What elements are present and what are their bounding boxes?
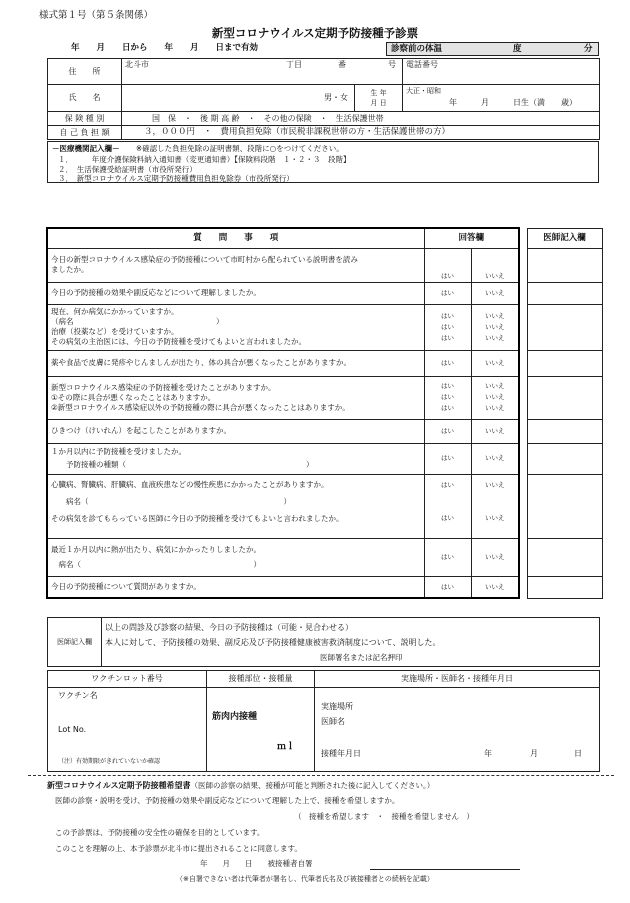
question-3-line: （病名 ） (51, 317, 224, 326)
q5-no-label[interactable]: いいえ (485, 382, 505, 390)
question-column-header: 質 問 事 項 (47, 228, 424, 248)
question-10 (47, 576, 424, 598)
medical-box-note: ※確認した負担免除の証明書類、段階に○をつけてください。 (135, 144, 344, 153)
q3-yes-label[interactable]: はい (441, 333, 454, 342)
q4-yes[interactable]: はい (424, 350, 471, 376)
question-2-line: 今日の予防接種の効果や副反応などについて理解しましたか。 (51, 288, 261, 297)
vaccine-lot-cell[interactable] (48, 688, 207, 772)
column-gap (519, 538, 527, 576)
question-8 (47, 474, 424, 538)
q6-no[interactable]: いいえ (471, 419, 519, 443)
q3-no-label[interactable]: いいえ (485, 322, 505, 331)
personal-info-table (47, 58, 600, 140)
signature-underline[interactable] (370, 869, 520, 870)
address-chome: 丁目 (286, 60, 302, 69)
q7-yes[interactable]: はい (424, 443, 471, 474)
dob-field[interactable] (403, 85, 600, 112)
q2-doctor-cell[interactable] (527, 282, 602, 304)
phone-field[interactable] (403, 59, 600, 85)
consent-agreement: このことを理解の上、本予診票が北斗市に提出されることに同意します。 (55, 844, 302, 853)
q3-no-label[interactable]: いいえ (485, 311, 505, 320)
q9-yes[interactable]: はい (424, 538, 471, 576)
q10-doctor-cell[interactable] (527, 576, 602, 598)
q1-yes[interactable]: はい (424, 248, 471, 282)
name-field[interactable] (122, 85, 355, 112)
consent-question: 医師の診察・説明を受け、予防接種の効果や副反応などについて理解した上で、接種を希望しますか。 (55, 796, 400, 805)
q1-no[interactable]: いいえ (471, 248, 519, 282)
column-gap (519, 419, 527, 443)
question-7-line: １か月以内に予防接種を受けましたか。 (51, 447, 186, 456)
dob-format: 年 月 日生（満 歳） (449, 98, 577, 107)
question-7 (47, 443, 424, 474)
question-5-line: ①その際に具合が悪くなったことはありますか。 (51, 392, 216, 402)
doctor-section-label: 医師記入欄 (48, 618, 102, 667)
doctor-explanation: 本人に対して、予防接種の効果、副反応及び予防接種健康被害救済制度について、説明した。 (105, 638, 441, 647)
q5-no-label[interactable]: いいえ (485, 393, 505, 401)
doctor-signature-label: 医師署名または記名押印 (320, 653, 403, 662)
question-1-line: ましたか。 (51, 265, 89, 274)
q2-no[interactable]: いいえ (471, 282, 519, 304)
page-title: 新型コロナウイルス定期予防接種予診票 (211, 26, 419, 40)
dose-unit: ｍｌ (277, 742, 296, 752)
dob-label (355, 85, 403, 112)
q8-yes-label[interactable]: はい (441, 480, 454, 489)
question-7-line: 予防接種の種類（ ） (51, 460, 314, 469)
q8-yes[interactable] (424, 474, 471, 538)
medical-institution-box (47, 141, 599, 183)
proxy-note: （※自署できない者は代筆者が署名し、代筆者氏名及び被接種者との続柄を記載） (176, 875, 434, 883)
column-gap (519, 304, 527, 350)
q5-yes-label[interactable]: はい (441, 382, 454, 390)
question-3-line: 治療（投薬など）を受けていますか。 (51, 327, 179, 336)
doctor-column-header: 医師記入欄 (527, 228, 602, 248)
vaccine-table (47, 670, 600, 772)
vaccination-date-label: 接種年月日 (321, 749, 361, 758)
q5-doctor-cell[interactable] (527, 376, 602, 419)
temperature-label: 診察前の体温 (391, 44, 443, 54)
address-field[interactable] (122, 59, 403, 85)
question-1 (47, 248, 424, 282)
place-column-header: 実施場所・医師名・接種年月日 (315, 671, 600, 688)
q3-no[interactable] (471, 304, 519, 350)
question-4-line: 薬や食品で皮膚に発疹やじんましんが出たり、体の具合が悪くなったことがありますか。 (51, 358, 351, 367)
q3-yes-label[interactable]: はい (441, 322, 454, 331)
question-10-line: 今日の予防接種について質問がありますか。 (51, 581, 201, 591)
column-gap (519, 228, 527, 248)
questionnaire-table (46, 227, 603, 599)
phone-label: 電話番号 (406, 60, 438, 69)
q5-no-label[interactable]: いいえ (485, 404, 505, 412)
question-5 (47, 376, 424, 419)
question-8-line: 心臓病、腎臓病、肝臓病、血液疾患などの慢性疾患にかかったことがありますか。 (51, 479, 329, 489)
q3-doctor-cell[interactable] (527, 304, 602, 350)
address-go: 号 (388, 60, 396, 69)
temperature-box[interactable] (386, 42, 599, 56)
q8-spacer (428, 491, 468, 513)
question-8-line: 病名（ ） (51, 496, 291, 506)
injection-site: 筋肉内接種 (212, 712, 258, 722)
question-5-line: 新型コロナウイルス感染症の予防接種を受けたことがありますか。 (51, 382, 276, 392)
validity-period: 年 月 日から 年 月 日まで有効 (71, 43, 259, 53)
column-gap (519, 282, 527, 304)
place-label: 実施場所 (321, 702, 353, 711)
date-day: 日 (574, 749, 582, 758)
address-city: 北斗市 (125, 60, 149, 69)
consent-sign-line: 年 月 日 被接種者自署 (200, 859, 313, 868)
q6-yes[interactable]: はい (424, 419, 471, 443)
q6-doctor-cell[interactable] (527, 419, 602, 443)
dob-label-line1: 生 年 (370, 89, 387, 97)
consent-purpose: この予診票は、予防接種の安全性の確保を目的としています。 (55, 828, 265, 837)
vaccine-site-cell[interactable] (207, 688, 315, 772)
q9-doctor-cell[interactable] (527, 538, 602, 576)
address-ban: 番 (338, 60, 346, 69)
form-number: 様式第１号（第５条関係） (39, 10, 154, 21)
question-6 (47, 419, 424, 443)
q8-spacer (475, 491, 516, 513)
lot-column-header: ワクチンロット番号 (48, 671, 207, 688)
expiry-note: （注）有効期限がきれていないか確認 (58, 758, 161, 765)
q5-yes[interactable] (424, 376, 471, 419)
q3-yes-label[interactable]: はい (441, 311, 454, 320)
vaccine-name-label: ワクチン名 (58, 691, 98, 700)
name-label: 氏 名 (48, 85, 122, 112)
insurance-label: 保 険 種 別 (48, 112, 122, 126)
question-8-line: その病気を診てもらっている医師に今日の予防接種を受けてもよいと言われましたか。 (51, 513, 344, 523)
question-9-line: 最近１か月以内に熱が出たり、病気にかかったりしましたか。 (51, 544, 261, 554)
insurance-options[interactable]: 国 保 ・ 後 期 高 齢 ・ その他の保険 ・ 生活保護世帯 (122, 112, 600, 126)
q5-yes-label[interactable]: はい (441, 393, 454, 401)
q1-doctor-cell[interactable] (527, 248, 602, 282)
q2-yes[interactable]: はい (424, 282, 471, 304)
copay-options[interactable]: ３，０００円 ・ 費用負担免除（市民税非課税世帯の方・生活保護世帯の方） (122, 126, 600, 140)
column-gap (519, 443, 527, 474)
doctor-name-label: 医師名 (321, 717, 345, 726)
q3-no-label[interactable]: いいえ (485, 333, 505, 342)
q8-doctor-cell[interactable] (527, 474, 602, 538)
q8-no[interactable] (471, 474, 519, 538)
question-3 (47, 304, 424, 350)
doctor-section (47, 617, 600, 667)
question-9-line: 病名（ ） (51, 559, 261, 569)
column-gap (519, 376, 527, 419)
q7-doctor-cell[interactable] (527, 443, 602, 474)
q9-no[interactable]: いいえ (471, 538, 519, 576)
temperature-degree-unit: 度 (513, 44, 522, 54)
question-3-line: 現在、何か病気にかかっていますか。 (51, 307, 179, 316)
column-gap (519, 576, 527, 598)
consent-title-note: （医師の診察の結果、接種が可能と判断された後に記入してください。） (190, 781, 435, 790)
lot-no-label: Lot No. (58, 725, 87, 734)
q8-no-label[interactable]: いいえ (485, 480, 505, 489)
date-year: 年 (484, 749, 492, 758)
question-1-line: 今日の新型コロナウイルス感染症の予防接種について市町村から配られている説明書を読み (51, 255, 358, 264)
q8-no-label[interactable]: いいえ (485, 513, 505, 522)
exemption-item-1[interactable]: １． 年度介護保険料納入通知書（変更通知書）【保険料段階 １・２・３ 段階】 (58, 155, 351, 164)
question-6-line: ひきつけ（けいれん）を起こしたことがありますか。 (51, 426, 231, 435)
copay-label: 自 己 負 担 額 (48, 126, 122, 140)
date-month: 月 (530, 749, 538, 758)
question-5-line: ②新型コロナウイルス感染症以外の予防接種の際に具合が悪くなったことはありますか。 (51, 402, 350, 412)
column-gap (519, 350, 527, 376)
q10-no[interactable]: いいえ (471, 576, 519, 598)
temperature-minute-unit: 分 (584, 44, 593, 54)
cut-line (28, 775, 614, 776)
dob-label-line2: 月 日 (370, 99, 387, 107)
dob-era: 大正・昭和 (406, 87, 441, 95)
q4-doctor-cell[interactable] (527, 350, 602, 376)
vaccine-place-cell[interactable] (315, 688, 600, 772)
consent-title: 新型コロナウイルス定期予防接種希望書 (47, 781, 191, 790)
doctor-statement (102, 618, 600, 667)
q7-no[interactable]: いいえ (471, 443, 519, 474)
sex-choice: 男・女 (324, 93, 348, 102)
doctor-decision[interactable]: 以上の問診及び診察の結果、今日の予防接種は（可能・見合わせる） (105, 623, 353, 632)
question-2 (47, 282, 424, 304)
q8-yes-label[interactable]: はい (441, 513, 454, 522)
answer-column-header: 回答欄 (424, 228, 519, 248)
site-column-header: 接種部位・接種量 (207, 671, 315, 688)
address-label: 住 所 (48, 59, 122, 85)
question-4 (47, 350, 424, 376)
column-gap (519, 248, 527, 282)
consent-heading (47, 781, 434, 791)
medical-box-heading: －医療機関記入欄－ (52, 144, 120, 153)
exemption-item-2[interactable]: ２． 生活保護受給証明書（市役所発行） (58, 164, 197, 174)
consent-choice[interactable]: （ 接種を希望します ・ 接種を希望しません ） (294, 812, 474, 821)
question-9 (47, 538, 424, 576)
q3-yes[interactable] (424, 304, 471, 350)
column-gap (519, 474, 527, 538)
q4-no[interactable]: いいえ (471, 350, 519, 376)
q5-no[interactable] (471, 376, 519, 419)
q10-yes[interactable]: はい (424, 576, 471, 598)
exemption-item-3[interactable]: ３． 新型コロナウイルス定期予防接種費用負担免除券（市役所発行） (58, 174, 294, 183)
q5-yes-label[interactable]: はい (441, 404, 454, 412)
question-3-line: その病気の主治医には、今日の予防接種を受けてもよいと言われましたか。 (51, 337, 306, 346)
